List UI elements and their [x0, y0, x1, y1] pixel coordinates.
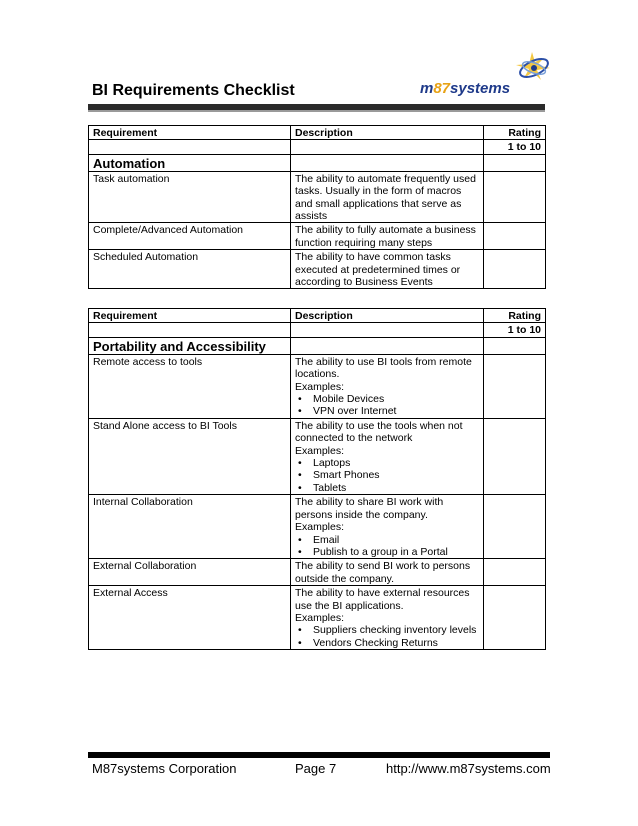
- table-row: [89, 495, 546, 559]
- rating-cell[interactable]: [484, 223, 546, 250]
- rating-scale-row: [89, 140, 546, 154]
- rating-cell[interactable]: [484, 354, 546, 418]
- requirement-cell: External Access: [89, 586, 291, 650]
- examples-list: [295, 624, 479, 649]
- list-item: • Laptops: [295, 457, 479, 469]
- header-divider: [88, 104, 545, 110]
- description-cell: The ability to fully automate a business function requiring many steps: [291, 223, 484, 250]
- description-cell: [291, 586, 484, 650]
- rating-cell[interactable]: [484, 495, 546, 559]
- description-text: The ability to use BI tools from remote locations.: [295, 355, 472, 381]
- examples-label: Examples:: [295, 521, 345, 534]
- list-item: • Vendors Checking Returns: [295, 637, 479, 649]
- column-header-requirement: Requirement: [89, 309, 291, 323]
- table-header-row: [89, 309, 546, 323]
- requirement-cell: Internal Collaboration: [89, 495, 291, 559]
- table-row: [89, 250, 546, 289]
- rating-scale: 1 to 10: [484, 323, 546, 337]
- table-row: [89, 559, 546, 586]
- description-cell: [291, 495, 484, 559]
- automation-table: [88, 125, 546, 289]
- company-logo: [420, 50, 555, 100]
- list-item: • Tablets: [295, 482, 479, 494]
- rating-scale-row: [89, 323, 546, 337]
- examples-label: Examples:: [295, 611, 345, 624]
- list-item: • Publish to a group in a Portal: [295, 546, 479, 558]
- rating-cell[interactable]: [484, 171, 546, 223]
- column-header-requirement: Requirement: [89, 126, 291, 140]
- section-title: Automation: [89, 154, 291, 171]
- column-header-description: Description: [291, 309, 484, 323]
- description-text: The ability to have external resources use the BI applications.: [295, 587, 470, 612]
- requirement-cell: Task automation: [89, 171, 291, 223]
- footer-company: M87systems Corporation: [92, 761, 237, 776]
- rating-cell[interactable]: [484, 586, 546, 650]
- description-cell: [291, 354, 484, 418]
- section-title: Portability and Accessibility: [89, 337, 291, 354]
- table-row: [89, 586, 546, 650]
- table-row: [89, 171, 546, 223]
- page-title: BI Requirements Checklist: [92, 82, 295, 99]
- examples-label: Examples:: [295, 380, 345, 393]
- description-text: The ability to share BI work with persons inside the company.: [295, 496, 444, 521]
- description-cell: [291, 418, 484, 494]
- section-row: [89, 154, 546, 171]
- requirement-cell: Remote access to tools: [89, 354, 291, 418]
- rating-cell[interactable]: [484, 418, 546, 494]
- list-item: • Smart Phones: [295, 469, 479, 481]
- examples-label: Examples:: [295, 444, 345, 457]
- column-header-description: Description: [291, 126, 484, 140]
- footer-url[interactable]: http://www.m87systems.com: [386, 761, 551, 776]
- column-header-rating: Rating: [484, 309, 546, 323]
- requirement-cell: Complete/Advanced Automation: [89, 223, 291, 250]
- column-header-rating: Rating: [484, 126, 546, 140]
- logo-wordmark: m87systems: [420, 80, 511, 97]
- examples-list: [295, 457, 479, 494]
- section-row: [89, 337, 546, 354]
- rating-cell[interactable]: [484, 250, 546, 289]
- description-text: The ability to use the tools when not connected to the network: [295, 419, 463, 445]
- rating-cell[interactable]: [484, 559, 546, 586]
- requirement-cell: Stand Alone access to BI Tools: [89, 418, 291, 494]
- table-row: [89, 223, 546, 250]
- table-row: [89, 418, 546, 494]
- footer-divider: [88, 752, 550, 758]
- orbit-logo-icon: [510, 50, 552, 86]
- footer-page-number: Page 7: [295, 761, 337, 776]
- list-item: • Mobile Devices: [295, 393, 479, 405]
- examples-list: [295, 393, 479, 418]
- description-cell: The ability to automate frequently used tasks. Usually in the form of macros and small applications that serve as assists: [291, 171, 484, 223]
- rating-scale: 1 to 10: [484, 140, 546, 154]
- list-item: • VPN over Internet: [295, 405, 479, 417]
- examples-list: [295, 534, 479, 559]
- list-item: • Email: [295, 534, 479, 546]
- list-item: • Suppliers checking inventory levels: [295, 624, 479, 636]
- description-cell: The ability to have common tasks executed at predetermined times or according to Business Events: [291, 250, 484, 289]
- requirement-cell: External Collaboration: [89, 559, 291, 586]
- table-header-row: [89, 126, 546, 140]
- description-cell: The ability to send BI work to persons outside the company.: [291, 559, 484, 586]
- requirement-cell: Scheduled Automation: [89, 250, 291, 289]
- portability-table: [88, 308, 546, 650]
- table-row: [89, 354, 546, 418]
